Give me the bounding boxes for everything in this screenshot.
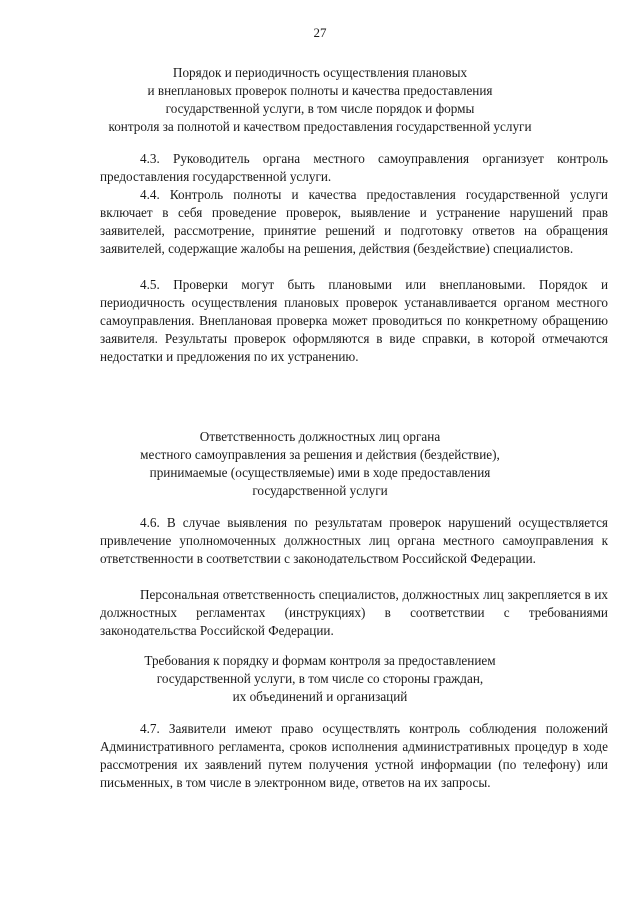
heading-line: Ответственность должностных лиц органа	[199, 429, 441, 444]
paragraph-text: 4.5. Проверки могут быть плановыми или внеплановыми. Порядок и периодичность осуществления плановых проверок устанавливается органом местного самоуправления. Внеплановая проверка может проводиться по конкретному обращению заявителя. Результаты проверок оформляются в виде справки, в которой отмечаются недостатки и предложения по их устранению.	[100, 277, 608, 364]
paragraph-4-7	[100, 720, 608, 792]
heading-line: Требования к порядку и формам контроля за предоставлением	[144, 653, 496, 668]
paragraph-text: 4.3. Руководитель органа местного самоуправления организует контроль предоставления государственной услуги.	[100, 151, 608, 184]
paragraph-text: 4.4. Контроль полноты и качества предоставления государственной услуги включает в себя проведение проверок, выявление и устранение нарушений прав заявителей, рассмотрение, принятие решений и подготовку ответов на обращения заявителей, содержащие жалобы на решения, действия (бездействие) специалистов.	[100, 187, 608, 256]
paragraph-4-4	[100, 186, 608, 258]
paragraph-4-5	[100, 276, 608, 366]
heading-line: государственной услуги, в том числе порядок и формы	[165, 101, 475, 116]
heading-line: Порядок и периодичность осуществления плановых	[172, 65, 468, 80]
paragraph-4-6	[100, 514, 608, 568]
heading-line: принимаемые (осуществляемые) ими в ходе предоставления	[149, 465, 491, 480]
heading-line: местного самоуправления за решения и действия (бездействие),	[140, 447, 500, 462]
paragraph-text: Персональная ответственность специалистов, должностных лиц закрепляется в их должностных регламентах (инструкциях) в соответствии с требованиями законодательства Российской Федерации.	[100, 587, 608, 638]
heading-line: и внеплановых проверок полноты и качества предоставления	[147, 83, 493, 98]
heading-line: государственной услуги	[252, 483, 388, 498]
page-number: 27	[313, 25, 327, 40]
paragraph-personal-responsibility	[100, 586, 608, 640]
paragraph-text: 4.6. В случае выявления по результатам проверок нарушений осуществляется привлечение уполномоченных должностных лиц органа местного самоуправления к ответственности в соответствии с законодательством Российской Федерации.	[100, 515, 608, 566]
heading-line: их объединений и организаций	[232, 689, 408, 704]
heading-line: государственной услуги, в том числе со стороны граждан,	[156, 671, 484, 686]
paragraph-text: 4.7. Заявители имеют право осуществлять контроль соблюдения положений Административного регламента, сроков исполнения административных процедур в ходе рассмотрения их заявлений путем получения устной информации (по телефону) или письменных, в том числе в электронном виде, ответов на их запросы.	[100, 721, 608, 790]
section-2-heading	[80, 428, 560, 500]
heading-line: контроля за полнотой и качеством предоставления государственной услуги	[108, 119, 532, 134]
section-1-heading	[80, 64, 560, 136]
section-3-heading	[80, 652, 560, 706]
paragraph-4-3	[100, 150, 608, 186]
